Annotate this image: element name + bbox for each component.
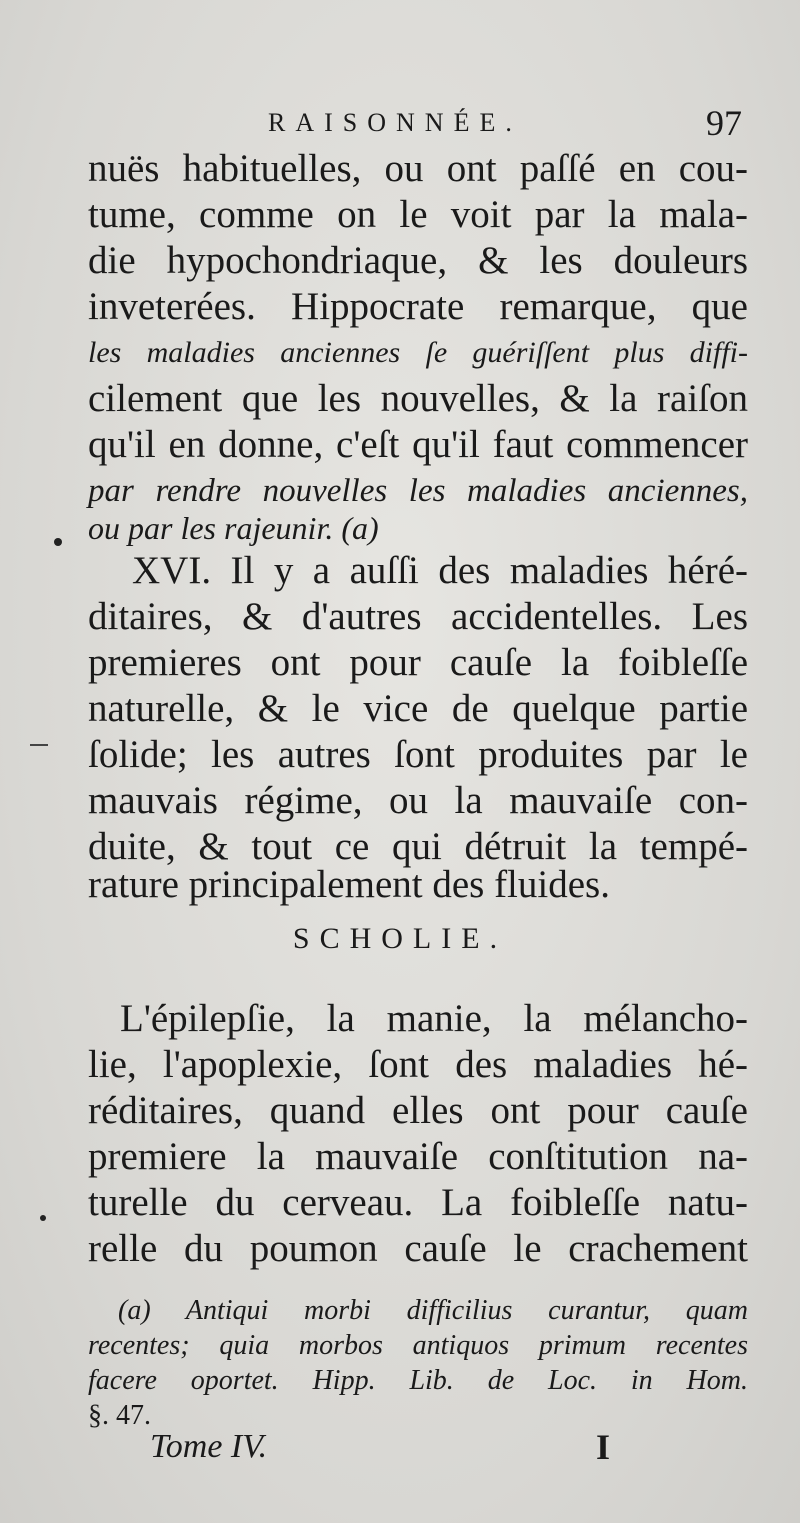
text-line: ditaires, & d'autres accidentelles. Les (88, 595, 748, 638)
running-title: RAISONNÉE. (268, 108, 522, 137)
text-line: tume, comme on le voit par la mala- (88, 193, 748, 236)
text-line: mauvais régime, ou la mauvaiſe con- (88, 779, 748, 822)
text-line: premieres ont pour cauſe la foibleſſe (88, 641, 748, 684)
footnote-line: (a) Antiqui morbi difficilius curantur, quam (118, 1295, 748, 1326)
text-line: ou par les rajeunir. (a) (88, 510, 379, 546)
page-header (88, 104, 748, 150)
text-line: ſolide; les autres ſont produites par le (88, 733, 748, 776)
text-line: relle du poumon cauſe le crachement (88, 1227, 748, 1270)
text-line: par rendre nouvelles les maladies anciennes, (88, 473, 748, 509)
text-line: duite, & tout ce qui détruit la tempé- (88, 825, 748, 868)
footnote-line: recentes; quia morbos antiquos primum recentes (88, 1330, 748, 1361)
text-line: naturelle, & le vice de quelque partie (88, 687, 748, 730)
text-line: cilement que les nouvelles, & la raiſon (88, 377, 748, 420)
page-number: 97 (706, 103, 742, 143)
section-heading: SCHOLIE. (292, 922, 508, 955)
text-line: die hypochondriaque, & les douleurs (88, 239, 748, 282)
text-line: réditaires, quand elles ont pour cauſe (88, 1089, 748, 1132)
text-line: L'épilepſie, la manie, la mélancho- (120, 997, 748, 1040)
ink-spot (54, 538, 62, 546)
text-line: XVI. Il y a auſſi des maladies héré- (132, 549, 748, 592)
text-line: inveterées. Hippocrate remarque, que (88, 285, 748, 328)
volume-signature: Tome IV. (150, 1428, 268, 1465)
footnote-line: facere oportet. Hipp. Lib. de Loc. in Hom. (88, 1365, 748, 1396)
text-line: premiere la mauvaiſe conſtitution na- (88, 1135, 748, 1178)
margin-dash (30, 744, 48, 746)
text-line: lie, l'apoplexie, ſont des maladies hé- (88, 1043, 748, 1086)
ink-spot (40, 1215, 46, 1221)
signature-mark: I (596, 1427, 611, 1467)
text-line: turelle du cerveau. La foibleſſe natu- (88, 1181, 748, 1224)
text-line: les maladies anciennes ſe guériſſent plus diffi- (88, 336, 748, 369)
text-line: nuës habituelles, ou ont paſſé en cou- (88, 147, 748, 190)
text-line: rature principalement des fluides. (88, 863, 610, 906)
footnote-line: §. 47. (88, 1400, 151, 1431)
text-line: qu'il en donne, c'eſt qu'il faut commencer (88, 423, 748, 466)
